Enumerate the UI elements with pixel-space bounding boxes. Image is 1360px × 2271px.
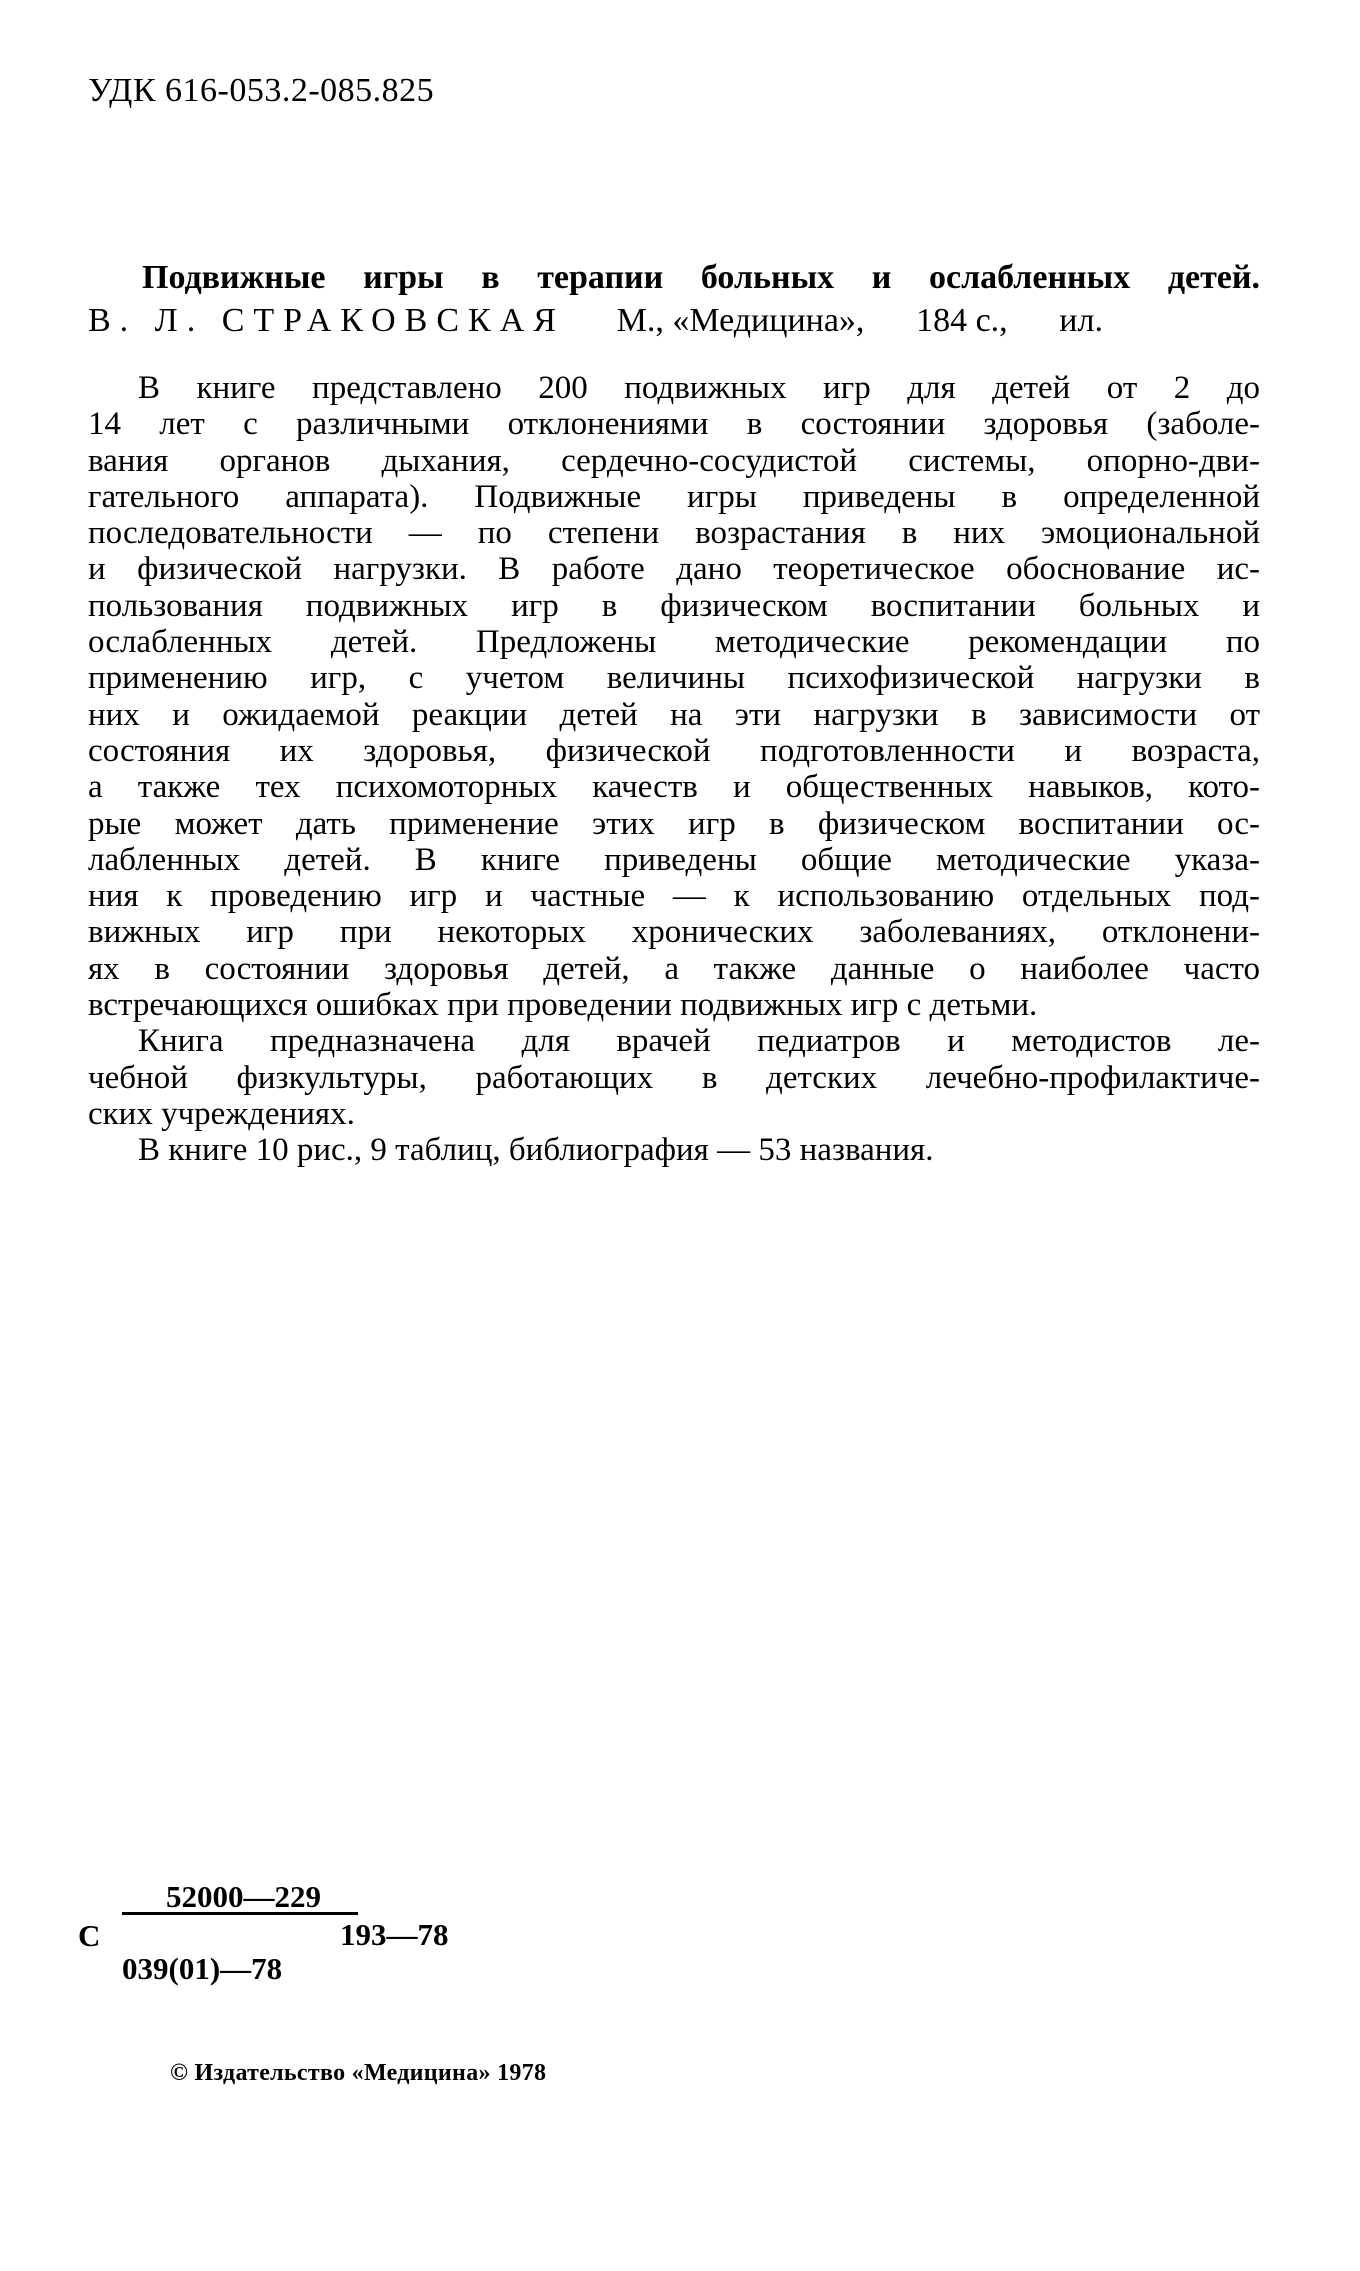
abstract-line: 14 лет с различными отклонениями в состоянии здоровья (заболе- [88,406,1260,443]
code-fraction [122,1880,402,1915]
code-denominator: 039(01)—78 [122,1951,283,1986]
abstract-line: Книга предназначена для врачей педиатров и методистов ле- [138,1023,1260,1060]
publication-code [78,1880,498,2000]
book-author: В. Л. СТРАКОВСКАЯ [88,302,565,339]
abstract-line: применению игр, с учетом величины психофизической нагрузки в [88,660,1260,697]
book-pages: 184 с., [916,302,1008,339]
udk-classification: УДК 616-053.2-085.825 [88,72,435,109]
abstract-line: последовательности — по степени возрастания в них эмоциональной [88,515,1260,552]
bibliographic-heading [88,256,1260,342]
abstract-line: ослабленных детей. Предложены методические рекомендации по [88,624,1260,661]
book-publisher: М., «Медицина», [616,302,865,339]
abstract-line: рые может дать применение этих игр в физическом воспитании ос- [88,805,1260,842]
abstract-line: В книге представлено 200 подвижных игр для детей от 2 до [138,370,1260,406]
abstract-line: ях в состоянии здоровья детей, а также данные о наиболее часто [88,950,1260,987]
abstract-line: вания органов дыхания, сердечно-сосудистой системы, опорно-дви- [88,442,1260,479]
code-letter: С [78,1918,101,1953]
abstract-line: ских учреждениях. [88,1095,355,1132]
abstract-text [88,370,1260,1169]
abstract-line: и физической нагрузки. В работе дано теоретическое обоснование ис- [88,551,1260,588]
copyright-notice: © Издательство «Медицина» 1978 [170,2060,547,2086]
abstract-line: лабленных детей. В книге приведены общие методические указа- [88,841,1260,878]
abstract-line: ния к проведению игр и частные — к использованию отдельных под- [88,878,1260,915]
abstract-line: чебной физкультуры, работающих в детских лечебно-профилактиче- [88,1059,1260,1096]
abstract-line: вижных игр при некоторых хронических заболеваниях, отклонени- [88,914,1260,951]
abstract-line: них и ожидаемой реакции детей на эти нагрузки в зависимости от [88,696,1260,733]
book-illustrations: ил. [1059,302,1103,339]
imprint-line [88,299,1103,342]
abstract-line: гательного аппарата). Подвижные игры приведены в определенной [88,478,1260,515]
code-numerator: 52000—229 [166,1879,321,1914]
code-right: 193—78 [340,1917,449,1952]
abstract-line: состояния их здоровья, физической подготовленности и возраста, [88,732,1260,769]
book-title: Подвижные игры в терапии больных и ослабленных детей. [142,259,1260,296]
abstract-line: В книге 10 рис., 9 таблиц, библиография — 53 названия. [138,1132,934,1169]
abstract-line: пользования подвижных игр в физическом воспитании больных и [88,587,1260,624]
abstract-line: а также тех психомоторных качеств и общественных навыков, кото- [88,769,1260,806]
book-title-line [88,256,1260,299]
abstract-line: встречающихся ошибках при проведении подвижных игр с детьми. [88,987,1038,1024]
